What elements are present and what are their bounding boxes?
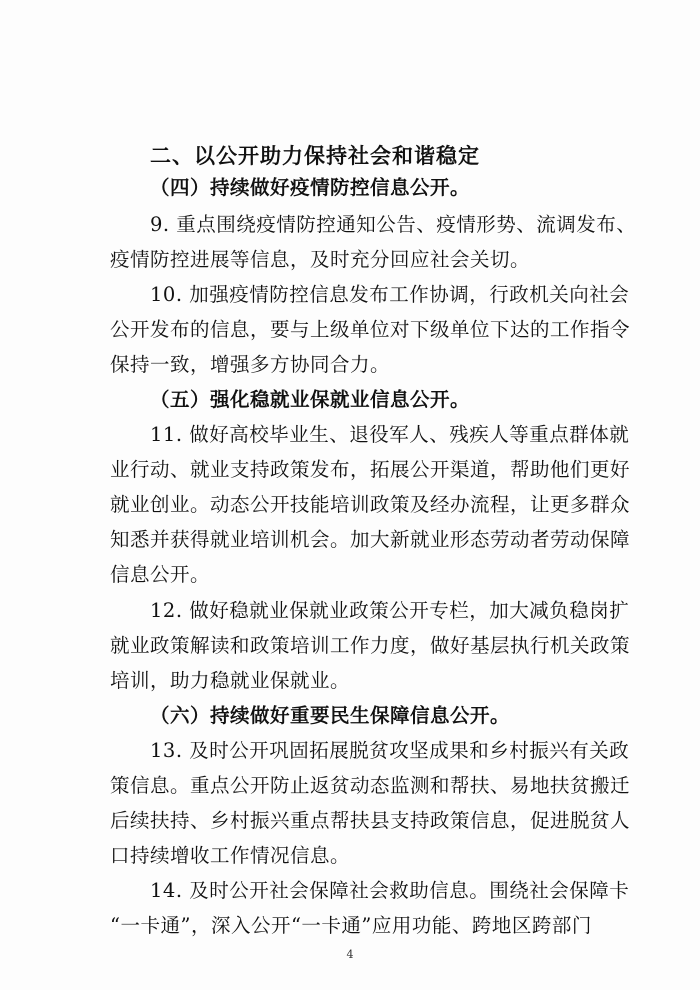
page-number: 4 bbox=[346, 948, 354, 961]
paragraph-11-line-2: 业行动、就业支持政策发布，拓展公开渠道，帮助他们更好 bbox=[110, 458, 631, 481]
paragraph-10-line-3: 保持一致，增强多方协同合力。 bbox=[110, 353, 391, 376]
paragraph-13-line-1: 13. 及时公开巩固拓展脱贫攻坚成果和乡村振兴有关政 bbox=[150, 739, 630, 762]
paragraph-11-line-3: 就业创业。动态公开技能培训政策及经办流程，让更多群众 bbox=[110, 493, 631, 516]
section-heading: 二、以公开助力保持社会和谐稳定 bbox=[150, 144, 480, 168]
subheading-5: （五）强化稳就业保就业信息公开。 bbox=[150, 388, 471, 411]
paragraph-14-line-2: “一卡通”，深入公开“一卡通”应用功能、跨地区跨部门 bbox=[110, 914, 592, 937]
paragraph-9-line-2: 疫情防控进展等信息，及时充分回应社会关切。 bbox=[110, 248, 531, 271]
subheading-6: （六）持续做好重要民生保障信息公开。 bbox=[150, 704, 511, 727]
paragraph-10-line-2: 公开发布的信息，要与上级单位对下级单位下达的工作指令 bbox=[110, 318, 631, 341]
paragraph-13-line-3: 后续扶持、乡村振兴重点帮扶县支持政策信息，促进脱贫人 bbox=[110, 809, 631, 832]
paragraph-12-line-3: 培训，助力稳就业保就业。 bbox=[110, 669, 351, 692]
paragraph-13-line-4: 口持续增收工作情况信息。 bbox=[110, 844, 351, 867]
paragraph-12-line-1: 12. 做好稳就业保就业政策公开专栏，加大减负稳岗扩 bbox=[150, 599, 630, 622]
paragraph-12-line-2: 就业政策解读和政策培训工作力度，做好基层执行机关政策 bbox=[110, 634, 631, 657]
paragraph-13-line-2: 策信息。重点公开防止返贫动态监测和帮扶、易地扶贫搬迁 bbox=[110, 774, 631, 797]
paragraph-14-line-1: 14. 及时公开社会保障社会救助信息。围绕社会保障卡 bbox=[150, 879, 630, 902]
paragraph-10-line-1: 10. 加强疫情防控信息发布工作协调，行政机关向社会 bbox=[150, 283, 630, 306]
paragraph-11-line-1: 11. 做好高校毕业生、退役军人、残疾人等重点群体就 bbox=[150, 423, 630, 446]
subheading-4: （四）持续做好疫情防控信息公开。 bbox=[150, 176, 471, 199]
paragraph-11-line-4: 知悉并获得就业培训机会。加大新就业形态劳动者劳动保障 bbox=[110, 528, 631, 551]
paragraph-9-line-1: 9. 重点围绕疫情防控通知公告、疫情形势、流调发布、 bbox=[150, 213, 637, 236]
paragraph-11-line-5: 信息公开。 bbox=[110, 563, 211, 586]
